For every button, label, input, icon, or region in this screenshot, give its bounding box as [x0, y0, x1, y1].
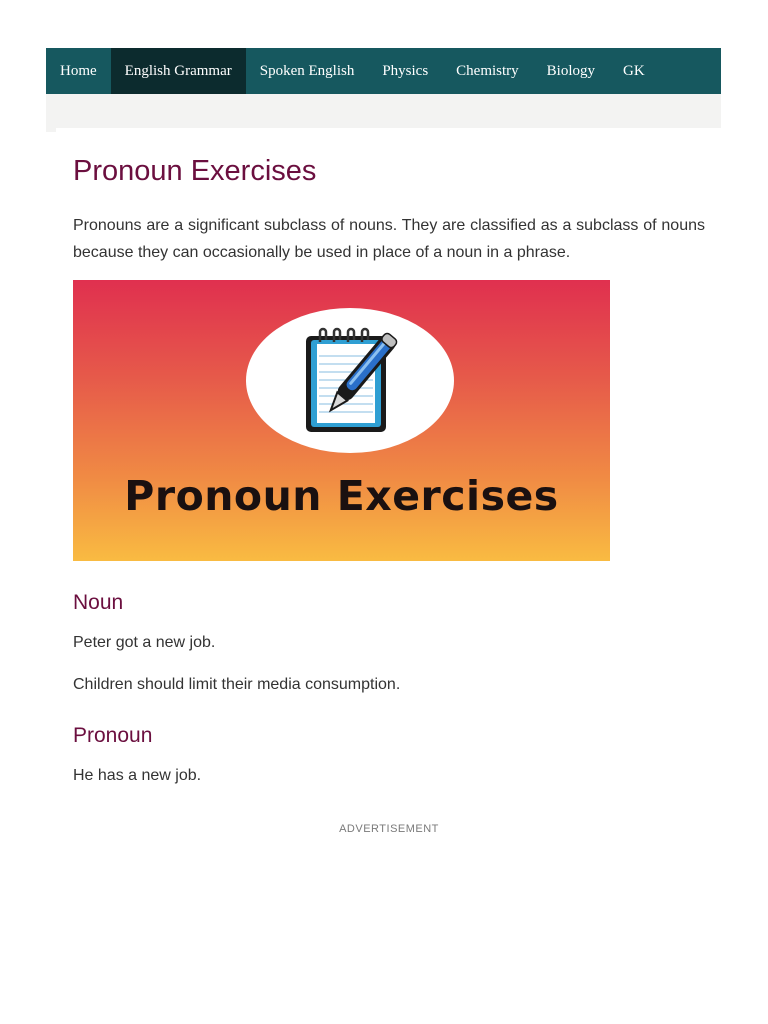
nav-item-home[interactable]: Home [60, 62, 97, 79]
article-content [73, 150, 705, 788]
nav-item-biology[interactable]: Biology [546, 62, 596, 79]
sub-nav-bar-edge [46, 128, 56, 132]
section-heading-noun: Noun [73, 591, 124, 614]
intro-paragraph: Pronouns are a significant subclass of nouns. They are classified as a subclass of nouns because they can occasionally be used in place of a noun in a phrase. [73, 217, 705, 261]
nav-item-gk[interactable]: GK [623, 62, 645, 79]
pronoun-example-1: He has a new job. [73, 767, 202, 784]
section-heading-pronoun: Pronoun [73, 724, 153, 747]
noun-example-2: Children should limit their media consumption. [73, 676, 401, 693]
nav-item-spoken-english[interactable]: Spoken English [259, 62, 355, 79]
banner-title-text: Pronoun Exercises [124, 472, 559, 520]
advertisement-label: ADVERTISEMENT [339, 823, 439, 835]
main-nav [46, 48, 721, 94]
article-banner-image [73, 280, 610, 561]
noun-example-1: Peter got a new job. [73, 634, 216, 651]
nav-item-chemistry[interactable]: Chemistry [456, 62, 519, 79]
page-title: Pronoun Exercises [73, 155, 317, 187]
nav-item-physics[interactable]: Physics [382, 62, 429, 79]
sub-nav-bar [46, 94, 721, 128]
notepad-pen-icon [298, 322, 402, 438]
nav-item-english-grammar[interactable]: English Grammar [111, 48, 246, 94]
